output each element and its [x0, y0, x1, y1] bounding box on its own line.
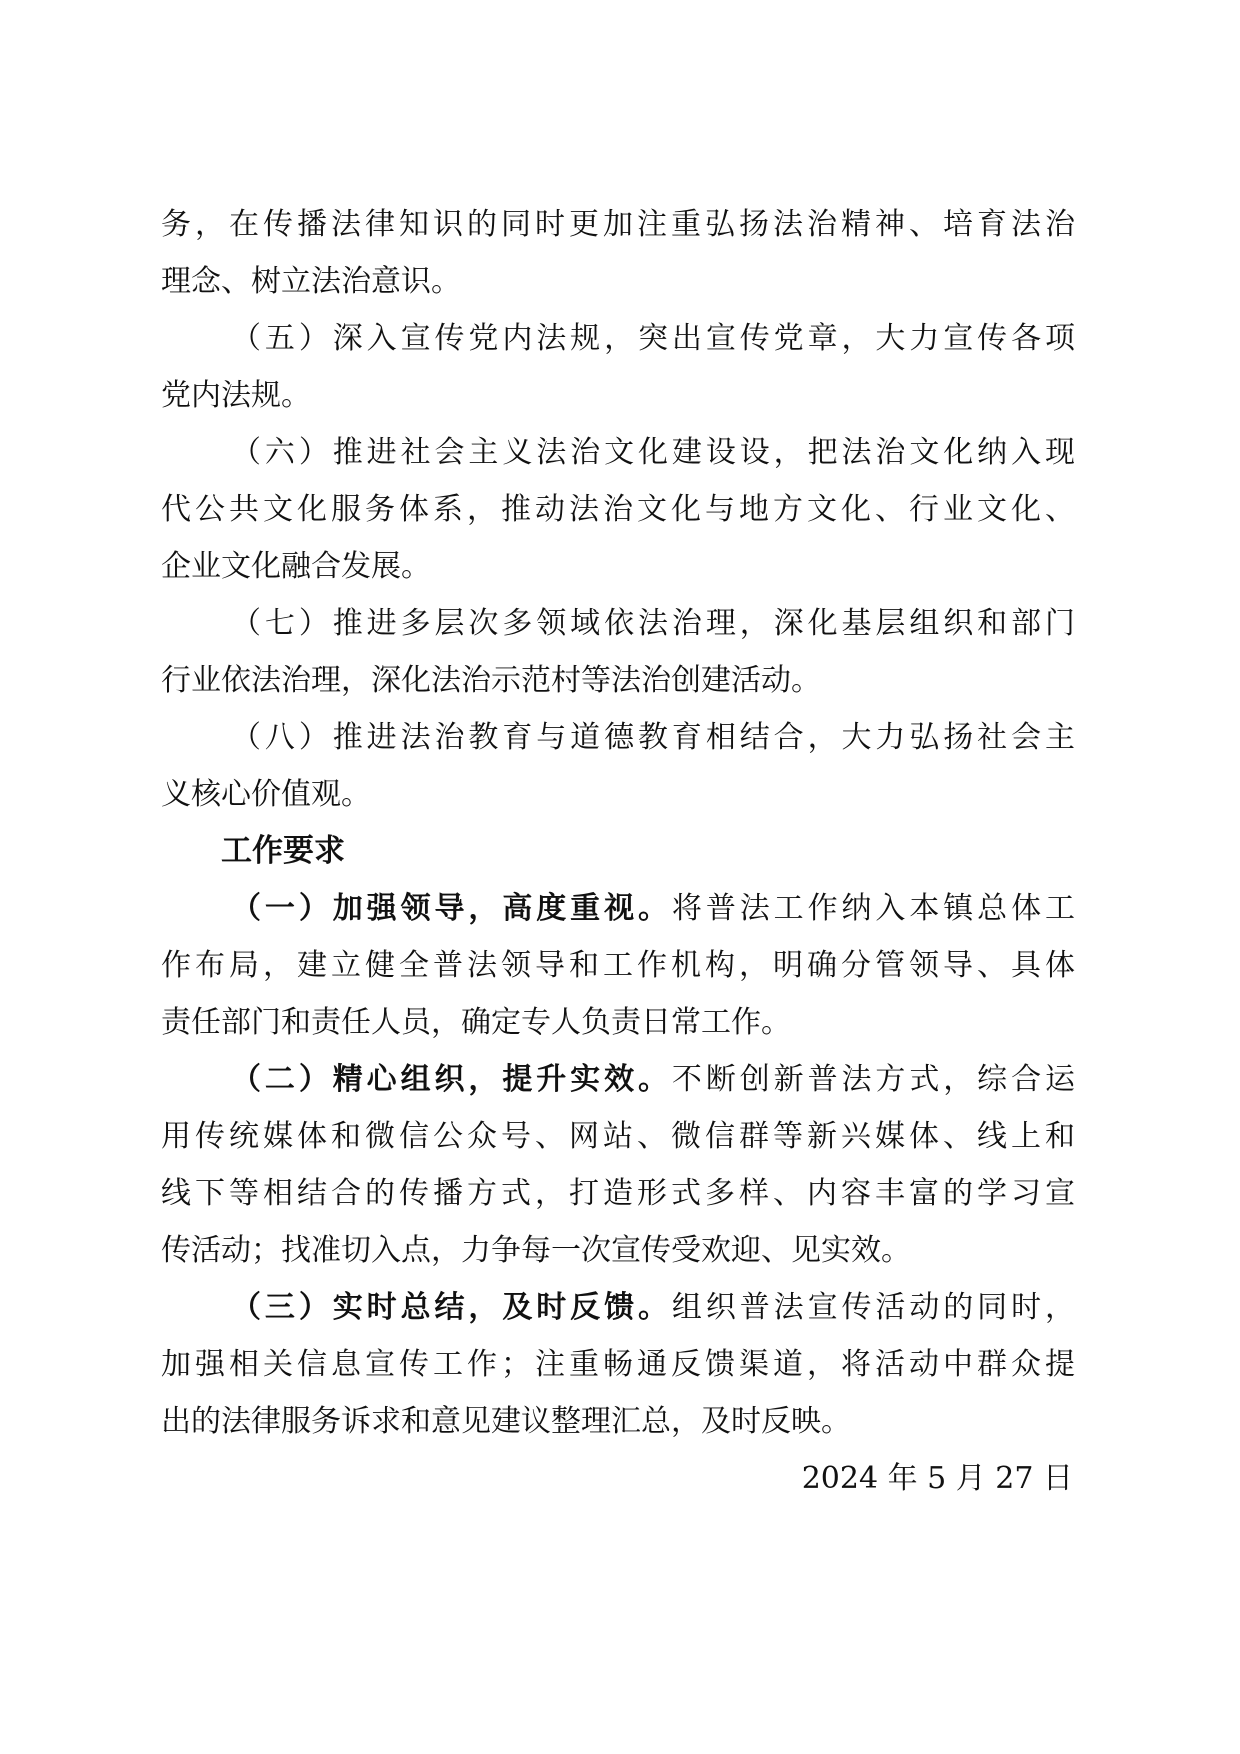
requirement-2-line-4: 传活动；找准切入点，力争每一次宣传受欢迎、见实效。: [161, 1233, 911, 1268]
paragraph-4-line-2: 理念、树立法治意识。: [161, 264, 461, 299]
requirement-3-line-3: 出的法律服务诉求和意见建议整理汇总，及时反映。: [161, 1404, 851, 1439]
paragraph-4-line-1: 务，在传播法律知识的同时更加注重弘扬法治精神、培育法治: [161, 207, 1075, 242]
requirement-2-line-1: [161, 1051, 1075, 1108]
requirement-2-text: 不断创新普法方式，综合运: [671, 1062, 1075, 1097]
requirement-3-label: （三）实时总结，及时反馈。: [231, 1290, 672, 1325]
requirement-3-text: 组织普法宣传活动的同时，: [671, 1290, 1075, 1325]
item-6-line-3: 企业文化融合发展。: [161, 549, 431, 584]
requirement-1-line-1: [161, 880, 1075, 937]
requirement-2-label: （二）精心组织，提升实效。: [231, 1062, 672, 1097]
document-date: 2024 年 5 月 27 日: [801, 1461, 1073, 1496]
requirement-2-line-2: 用传统媒体和微信公众号、网站、微信群等新兴媒体、线上和: [161, 1119, 1075, 1154]
item-6-line-1: （六）推进社会主义法治文化建设设，把法治文化纳入现: [231, 435, 1075, 470]
requirement-1-text: 将普法工作纳入本镇总体工: [671, 891, 1075, 926]
item-5-line-1: （五）深入宣传党内法规，突出宣传党章，大力宣传各项: [231, 321, 1075, 356]
item-7-line-2: 行业依法治理，深化法治示范村等法治创建活动。: [161, 663, 821, 698]
requirement-1-label: （一）加强领导，高度重视。: [231, 891, 672, 926]
item-5-line-2: 党内法规。: [161, 378, 311, 413]
requirement-2-line-3: 线下等相结合的传播方式，打造形式多样、内容丰富的学习宣: [161, 1176, 1075, 1211]
requirement-1-line-2: 作布局，建立健全普法领导和工作机构，明确分管领导、具体: [161, 948, 1075, 983]
section-heading: 工作要求: [221, 833, 345, 869]
requirement-1-line-3: 责任部门和责任人员，确定专人负责日常工作。: [161, 1005, 791, 1040]
item-7-line-1: （七）推进多层次多领域依法治理，深化基层组织和部门: [231, 606, 1075, 641]
item-8-line-2: 义核心价值观。: [161, 777, 371, 812]
document-body: [161, 196, 1075, 1507]
requirement-3-line-2: 加强相关信息宣传工作；注重畅通反馈渠道，将活动中群众提: [161, 1347, 1075, 1382]
item-6-line-2: 代公共文化服务体系，推动法治文化与地方文化、行业文化、: [161, 492, 1075, 527]
requirement-3-line-1: [161, 1279, 1075, 1336]
item-8-line-1: （八）推进法治教育与道德教育相结合，大力弘扬社会主: [231, 720, 1075, 755]
